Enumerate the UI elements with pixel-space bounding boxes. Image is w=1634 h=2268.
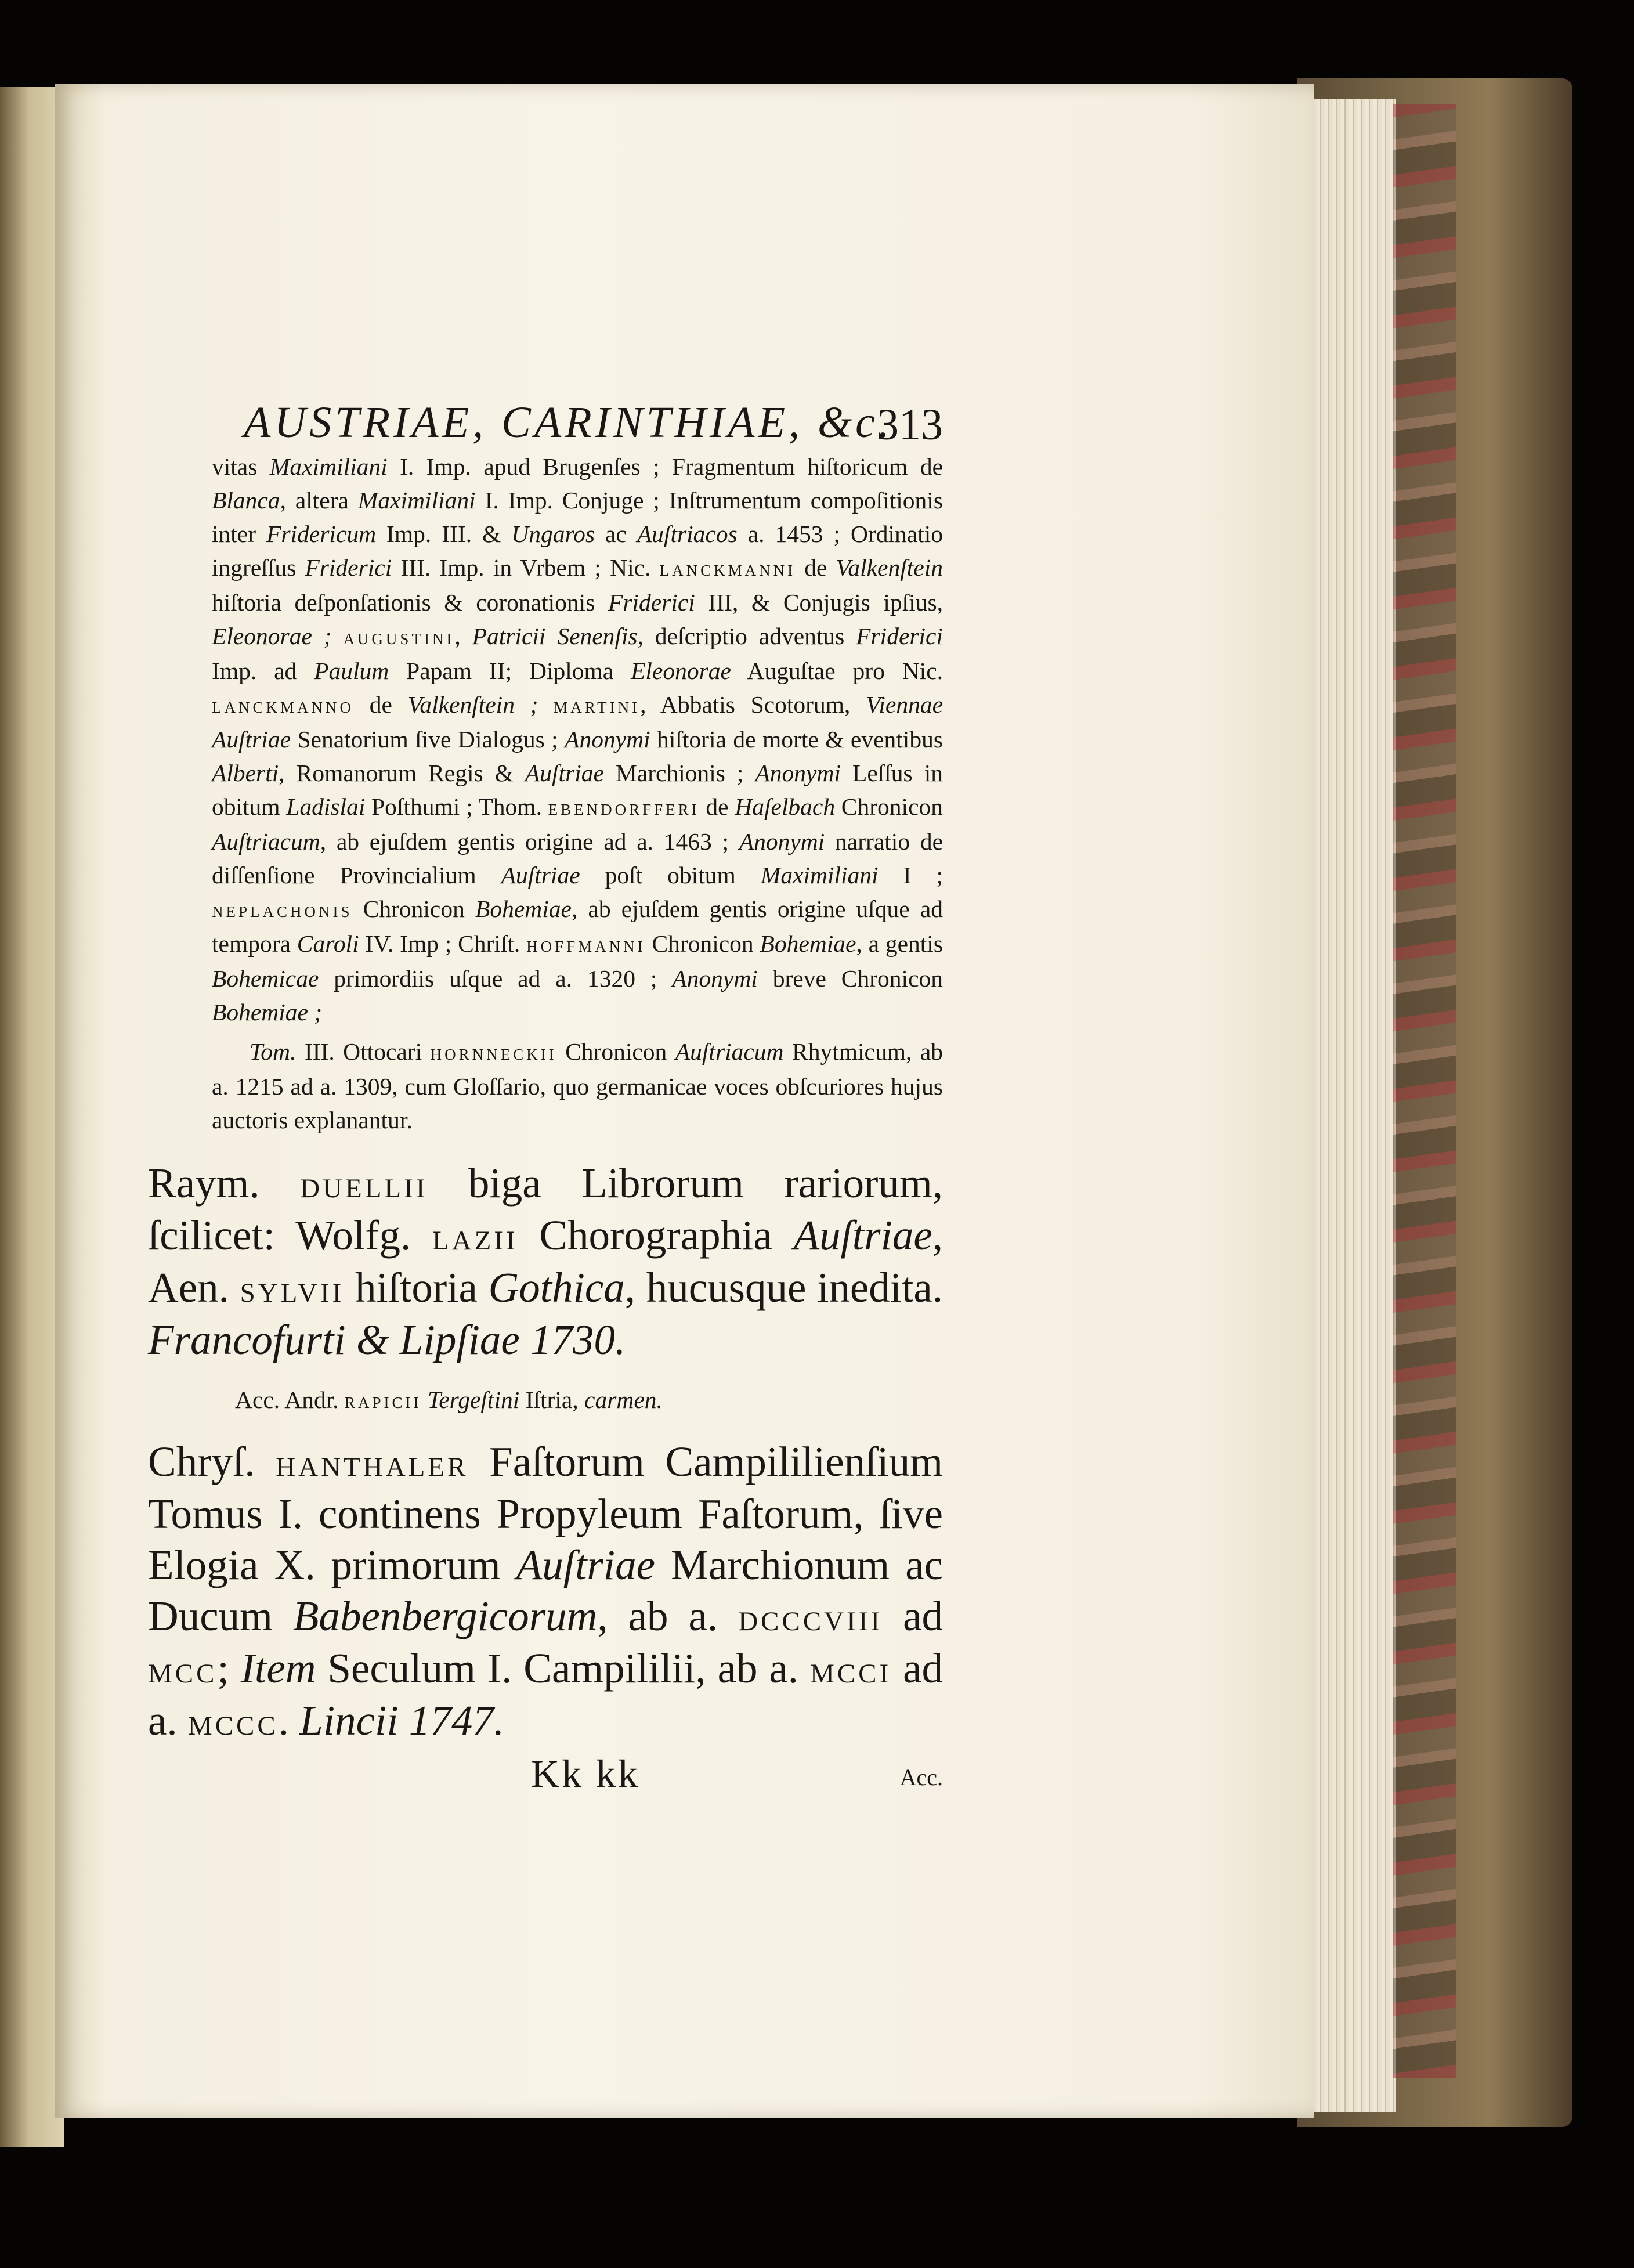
text: ; <box>217 1645 241 1692</box>
text: Ungaros <box>511 521 595 547</box>
text: III. Ottocari <box>296 1038 431 1065</box>
text: Auſtriae <box>793 1212 932 1259</box>
text: Imp. ad <box>212 658 314 684</box>
author-name: lazii <box>432 1215 518 1258</box>
text: Poſthumi ; Thom. <box>365 793 548 820</box>
author-name: ebendorfferi <box>548 796 700 820</box>
text: IV. Imp ; Chriſt. <box>359 930 527 957</box>
text: Auſtriacos <box>637 521 738 547</box>
text: Auſtriacum <box>212 828 320 855</box>
text: Auſtriae <box>516 1541 655 1588</box>
text: Chronicon <box>556 1038 675 1065</box>
text: narratio de diſſenſione Provincialium <box>212 828 943 889</box>
text: , <box>454 623 472 649</box>
text: breve Chronicon <box>757 965 943 992</box>
text: Lincii 1747. <box>299 1697 505 1744</box>
text: Faſtorum Campililienſium Tomus I. continens Propyleum Faſtorum, ſive Elogia X. primorum <box>148 1438 943 1588</box>
text: Rhytmicum, ab a. 1215 ad a. 1309, cum Gloſſario, quo germanicae voces obſcuriores hujus auctoris explanantur. <box>212 1038 943 1133</box>
cover-marbling <box>1393 104 1456 2078</box>
text: Marchionum ac Ducum <box>148 1541 943 1639</box>
text: Maximiliani <box>357 487 476 514</box>
catalog-entry-hanthaler <box>148 1436 943 1747</box>
text: Chronicon <box>645 930 760 957</box>
author-name: duellii <box>300 1162 428 1206</box>
text: Valkenſtein <box>836 554 943 581</box>
text: Chronicon <box>835 793 943 820</box>
text: Anonymi <box>755 760 841 786</box>
author-name: sylvii <box>240 1267 345 1310</box>
text: carmen. <box>584 1386 663 1413</box>
text: Raym. <box>148 1160 301 1207</box>
catalog-entry-duellius <box>148 1158 943 1366</box>
text: vitas <box>212 453 270 480</box>
text: Imp. III. & <box>376 521 512 547</box>
text: Chorographia <box>518 1212 794 1259</box>
text: ac <box>595 521 637 547</box>
text: Friderici <box>305 554 392 581</box>
text: Auguſtae pro Nic. <box>731 658 943 684</box>
text: Bohemicae <box>212 965 319 992</box>
author-name: hoffmanni <box>526 933 646 957</box>
text: Paulum <box>314 658 389 684</box>
catchword: Acc. <box>899 1764 943 1790</box>
left-page-edge <box>0 87 64 2147</box>
text: , Aen. <box>148 1212 943 1311</box>
text <box>332 623 344 649</box>
text: Anonymi <box>565 726 650 753</box>
page-footer <box>148 1751 943 1803</box>
text: I ; <box>878 862 943 889</box>
text: Bohemiae <box>475 895 572 922</box>
text: hiſtoria deſponſationis & coronationis <box>212 589 608 616</box>
text: Blanca <box>212 487 280 514</box>
text: I. Imp. apud Brugenſes ; Fragmentum hiſtoricum de <box>387 453 943 480</box>
text: Ladislai <box>286 793 366 820</box>
author-name: lanckmanno <box>212 694 354 718</box>
text: Leſſus in obitum <box>212 760 943 820</box>
text <box>422 1386 428 1413</box>
running-head-title: AUSTRIAE, CARINTHIAE, &c. <box>244 398 893 447</box>
text: Papam II; Diploma <box>389 658 631 684</box>
text: , Abbatis Scotorum, <box>640 691 866 718</box>
author-name: neplachonis <box>212 898 353 922</box>
text: Seculum I. Campililii, ab a. <box>316 1645 811 1692</box>
text: Eleonorae ; <box>212 623 332 649</box>
accessit-line <box>235 1383 943 1418</box>
running-head <box>148 386 943 450</box>
text: Fridericum <box>266 521 377 547</box>
text: Iſtria, <box>519 1386 585 1413</box>
contents-list <box>148 450 943 1137</box>
text: Acc. Andr. <box>235 1386 345 1413</box>
text: biga Librorum rariorum, ſcilicet: Wolfg. <box>148 1160 943 1259</box>
text: Senatorium ſive Dialogus ; <box>291 726 565 753</box>
author-name: hornneckii <box>430 1041 557 1065</box>
text: Friderici <box>856 623 943 649</box>
text: , a gentis <box>856 930 943 957</box>
text: , Romanorum Regis & <box>279 760 525 786</box>
author-name: augustini <box>343 625 455 649</box>
text: Haſelbach <box>735 793 836 820</box>
text: poſt obitum <box>580 862 761 889</box>
text: , ab ejuſdem gentis origine ad a. 1463 ; <box>320 828 739 855</box>
text: , altera <box>280 487 358 514</box>
numeral: dcccviii <box>738 1595 883 1639</box>
text: Auſtriae <box>525 760 604 786</box>
text: Caroli <box>297 930 359 957</box>
text: Tergeſtini <box>427 1386 520 1413</box>
text: , ab a. <box>597 1592 739 1639</box>
text: Chronicon <box>352 895 475 922</box>
author-name: hanthaler <box>276 1441 469 1485</box>
page-number: 313 <box>877 400 943 449</box>
numeral: mcc <box>148 1648 218 1691</box>
text: Gothica <box>488 1264 625 1311</box>
author-name: martini <box>554 694 641 718</box>
text: III, & Conjugis ipſius, <box>695 589 943 616</box>
text <box>538 691 554 718</box>
text: , hucusque inedita. <box>624 1264 943 1311</box>
text: , deſcriptio adventus <box>637 623 856 649</box>
text: Maximiliani <box>269 453 388 480</box>
text: de <box>354 691 408 718</box>
text: a. 1453 ; Ordinatio ingreſſus <box>212 521 943 581</box>
text: Auſtriae <box>501 862 580 889</box>
text: primordiis uſque ad a. 1320 ; <box>319 965 673 992</box>
text: Anonymi <box>672 965 758 992</box>
text: hiſtoria <box>344 1264 489 1311</box>
contents-paragraph-1 <box>212 450 943 1029</box>
author-name: rapicii <box>345 1389 422 1413</box>
text: hiſtoria de morte & eventibus <box>650 726 943 753</box>
text: Alberti <box>212 760 279 786</box>
text: Anonymi <box>739 828 825 855</box>
text: Maximiliani <box>760 862 879 889</box>
text: Bohemiae ; <box>212 999 323 1025</box>
text: Friderici <box>608 589 695 616</box>
text: de <box>796 554 836 581</box>
page-edges <box>1308 99 1396 2112</box>
text: Auſtriacum <box>675 1038 784 1065</box>
text: Viennae Auſtriae <box>212 691 943 753</box>
numeral: mccc <box>187 1700 279 1743</box>
text: , ab ejuſdem gentis origine uſque ad tempora <box>212 895 943 957</box>
page-content <box>148 386 943 1803</box>
text: Chryſ. <box>148 1438 276 1485</box>
text: Bohemiae <box>760 930 856 957</box>
text: Valkenſtein ; <box>407 691 538 718</box>
text: Marchionis ; <box>603 760 755 786</box>
contents-paragraph-2 <box>212 1035 943 1137</box>
text: Babenbergicorum <box>292 1592 598 1639</box>
text: ad a. <box>148 1645 943 1744</box>
text: Tom. <box>250 1038 297 1065</box>
numeral: mcci <box>810 1648 892 1691</box>
text: Item <box>240 1645 316 1692</box>
text: III. Imp. in Vrbem ; Nic. <box>392 554 660 581</box>
text: Patricii Senenſis <box>472 623 638 649</box>
text: . <box>278 1697 300 1744</box>
signature-mark: Kk kk <box>531 1751 641 1796</box>
text: Eleonorae <box>631 658 731 684</box>
text: I. Imp. Conjuge ; Inſtrumentum compoſitionis inter <box>212 487 943 547</box>
text: Francofurti & Lipſiae 1730. <box>148 1316 626 1363</box>
text: de <box>699 793 735 820</box>
author-name: lanckmanni <box>659 557 796 581</box>
text: ad <box>883 1592 943 1639</box>
